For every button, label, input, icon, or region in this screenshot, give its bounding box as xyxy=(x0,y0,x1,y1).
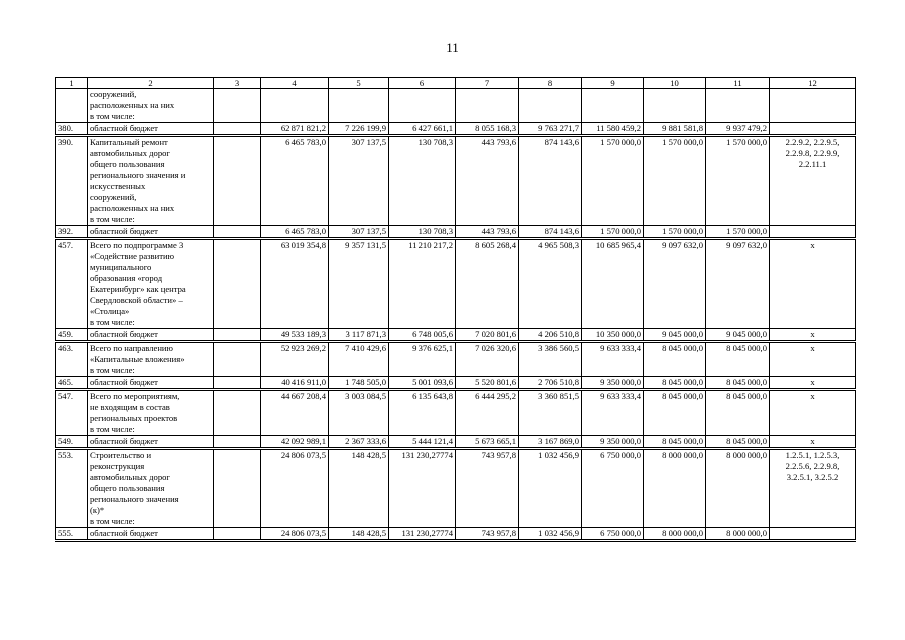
row-description xyxy=(88,123,214,136)
value-cell-c8: 4 206 510,8 xyxy=(519,329,582,342)
value-cell-c10: 8 045 000,0 xyxy=(644,390,706,436)
value-cell-c6: 130 708,3 xyxy=(389,226,456,239)
value-cell-c6: 5 001 093,6 xyxy=(389,377,456,390)
value-cell-c4: 24 806 073,5 xyxy=(261,528,329,541)
description-line: реконструкция xyxy=(90,461,145,471)
value-cell-c6: 6 135 643,8 xyxy=(389,390,456,436)
value-cell-c9: 6 750 000,0 xyxy=(582,449,644,528)
value-cell-c6: 11 210 217,2 xyxy=(389,239,456,329)
header-row xyxy=(56,78,856,89)
description-line: (к)* xyxy=(90,505,105,515)
table-row xyxy=(56,390,856,436)
value-cell-c9: 9 350 000,0 xyxy=(582,436,644,449)
value-cell-c3 xyxy=(214,390,261,436)
description-line: «Содействие развитию xyxy=(90,251,174,261)
value-cell-c9: 9 633 333,4 xyxy=(582,390,644,436)
header-cell-12: 12 xyxy=(770,78,856,89)
value-cell-c10: 1 570 000,0 xyxy=(644,136,706,226)
value-cell-c7: 743 957,8 xyxy=(456,449,519,528)
row-description xyxy=(88,390,214,436)
table-row xyxy=(56,436,856,449)
value-cell-c10: 1 570 000,0 xyxy=(644,226,706,239)
description-line: муниципального xyxy=(90,262,152,272)
description-line: в том числе: xyxy=(90,424,135,434)
row-number: 380. xyxy=(56,123,88,136)
reference-line: x xyxy=(810,329,815,339)
value-cell-c8: 1 032 456,9 xyxy=(519,528,582,541)
description-line: автомобильных дорог xyxy=(90,148,170,158)
reference-cell xyxy=(770,226,856,239)
reference-cell xyxy=(770,528,856,541)
value-cell-c10: 8 000 000,0 xyxy=(644,528,706,541)
value-cell-c5 xyxy=(329,89,389,123)
value-cell-c11: 9 097 632,0 xyxy=(706,239,770,329)
value-cell-c6: 6 427 661,1 xyxy=(389,123,456,136)
value-cell-c11: 9 937 479,2 xyxy=(706,123,770,136)
description-line: в том числе: xyxy=(90,111,135,121)
value-cell-c8: 9 763 271,7 xyxy=(519,123,582,136)
description-line: Капитальный ремонт xyxy=(90,137,168,147)
description-line: сооружений, xyxy=(90,89,137,99)
value-cell-c3 xyxy=(214,136,261,226)
description-line: Всего по направлению xyxy=(90,343,173,353)
row-number: 465. xyxy=(56,377,88,390)
value-cell-c4: 6 465 783,0 xyxy=(261,226,329,239)
reference-cell xyxy=(770,390,856,436)
table-row xyxy=(56,377,856,390)
value-cell-c9: 6 750 000,0 xyxy=(582,528,644,541)
reference-line: 2.2.9.8, 2.2.9.9, xyxy=(785,148,840,158)
value-cell-c11: 1 570 000,0 xyxy=(706,136,770,226)
value-cell-c3 xyxy=(214,436,261,449)
value-cell-c5: 7 226 199,9 xyxy=(329,123,389,136)
row-description xyxy=(88,528,214,541)
row-number: 555. xyxy=(56,528,88,541)
row-description xyxy=(88,377,214,390)
description-line: регионального значения и xyxy=(90,170,186,180)
value-cell-c4: 62 871 821,2 xyxy=(261,123,329,136)
reference-line: 1.2.5.1, 1.2.5.3, xyxy=(785,450,840,460)
description-line: «Капитальные вложения» xyxy=(90,354,185,364)
reference-cell xyxy=(770,136,856,226)
description-line: областной бюджет xyxy=(90,226,158,236)
description-line: искусственных xyxy=(90,181,146,191)
value-cell-c11: 1 570 000,0 xyxy=(706,226,770,239)
description-line: в том числе: xyxy=(90,317,135,327)
description-line: областной бюджет xyxy=(90,528,158,538)
table-row xyxy=(56,136,856,226)
value-cell-c9: 11 580 459,2 xyxy=(582,123,644,136)
header-cell-8: 8 xyxy=(519,78,582,89)
value-cell-c11: 8 000 000,0 xyxy=(706,528,770,541)
description-line: Всего по мероприятиям, xyxy=(90,391,180,401)
value-cell-c10: 8 045 000,0 xyxy=(644,342,706,377)
value-cell-c11: 8 045 000,0 xyxy=(706,436,770,449)
description-line: сооружений, xyxy=(90,192,137,202)
header-cell-1: 1 xyxy=(56,78,88,89)
reference-line: 2.2.11.1 xyxy=(798,159,827,169)
description-line: областной бюджет xyxy=(90,436,158,446)
description-line: расположенных на них xyxy=(90,203,175,213)
header-cell-11: 11 xyxy=(706,78,770,89)
description-line: образования «город xyxy=(90,273,163,283)
value-cell-c7: 8 605 268,4 xyxy=(456,239,519,329)
table-row xyxy=(56,226,856,239)
value-cell-c4: 44 667 208,4 xyxy=(261,390,329,436)
value-cell-c9: 9 633 333,4 xyxy=(582,342,644,377)
description-line: Свердловской области» – xyxy=(90,295,183,305)
value-cell-c11: 9 045 000,0 xyxy=(706,329,770,342)
value-cell-c4 xyxy=(261,89,329,123)
value-cell-c11: 8 045 000,0 xyxy=(706,377,770,390)
reference-line: x xyxy=(810,240,815,250)
reference-line: x xyxy=(810,343,815,353)
description-line: в том числе: xyxy=(90,516,135,526)
table-body xyxy=(56,78,856,541)
reference-line: 2.2.9.2, 2.2.9.5, xyxy=(785,137,840,147)
value-cell-c5: 3 003 084,5 xyxy=(329,390,389,436)
value-cell-c9: 10 685 965,4 xyxy=(582,239,644,329)
budget-table xyxy=(55,77,856,542)
description-line: региональных проектов xyxy=(90,413,178,423)
page-number: 11 xyxy=(446,40,459,55)
value-cell-c3 xyxy=(214,377,261,390)
value-cell-c4: 40 416 911,0 xyxy=(261,377,329,390)
reference-line: 2.2.5.6, 2.2.9.8, xyxy=(785,461,840,471)
description-line: регионального значения xyxy=(90,494,179,504)
table-row xyxy=(56,239,856,329)
value-cell-c10: 9 045 000,0 xyxy=(644,329,706,342)
value-cell-c5: 7 410 429,6 xyxy=(329,342,389,377)
value-cell-c5: 2 367 333,6 xyxy=(329,436,389,449)
value-cell-c7: 443 793,6 xyxy=(456,226,519,239)
header-cell-4: 4 xyxy=(261,78,329,89)
value-cell-c3 xyxy=(214,528,261,541)
description-line: общего пользования xyxy=(90,483,165,493)
reference-cell xyxy=(770,377,856,390)
row-description xyxy=(88,239,214,329)
row-description xyxy=(88,436,214,449)
value-cell-c7: 7 020 801,6 xyxy=(456,329,519,342)
header-cell-2: 2 xyxy=(88,78,214,89)
reference-cell xyxy=(770,436,856,449)
value-cell-c6: 6 748 005,6 xyxy=(389,329,456,342)
reference-line: x xyxy=(810,391,815,401)
header-cell-10: 10 xyxy=(644,78,706,89)
value-cell-c5: 1 748 505,0 xyxy=(329,377,389,390)
value-cell-c5: 3 117 871,3 xyxy=(329,329,389,342)
value-cell-c4: 49 533 189,3 xyxy=(261,329,329,342)
value-cell-c8: 874 143,6 xyxy=(519,226,582,239)
header-cell-9: 9 xyxy=(582,78,644,89)
value-cell-c7 xyxy=(456,89,519,123)
description-line: областной бюджет xyxy=(90,123,158,133)
table-row xyxy=(56,89,856,123)
row-number xyxy=(56,89,88,123)
description-line: областной бюджет xyxy=(90,377,158,387)
description-line: Всего по подпрограмме 3 xyxy=(90,240,184,250)
value-cell-c10: 9 881 581,8 xyxy=(644,123,706,136)
description-line: Строительство и xyxy=(90,450,152,460)
value-cell-c5: 307 137,5 xyxy=(329,226,389,239)
value-cell-c6 xyxy=(389,89,456,123)
value-cell-c4: 42 092 989,1 xyxy=(261,436,329,449)
value-cell-c10: 8 000 000,0 xyxy=(644,449,706,528)
value-cell-c9: 10 350 000,0 xyxy=(582,329,644,342)
description-line: в том числе: xyxy=(90,365,135,375)
value-cell-c8: 1 032 456,9 xyxy=(519,449,582,528)
value-cell-c7: 5 673 665,1 xyxy=(456,436,519,449)
value-cell-c6: 9 376 625,1 xyxy=(389,342,456,377)
value-cell-c3 xyxy=(214,342,261,377)
value-cell-c8: 3 386 560,5 xyxy=(519,342,582,377)
value-cell-c5: 148 428,5 xyxy=(329,528,389,541)
value-cell-c10 xyxy=(644,89,706,123)
value-cell-c7: 7 026 320,6 xyxy=(456,342,519,377)
reference-cell xyxy=(770,239,856,329)
value-cell-c3 xyxy=(214,329,261,342)
value-cell-c10: 8 045 000,0 xyxy=(644,377,706,390)
value-cell-c10: 9 097 632,0 xyxy=(644,239,706,329)
value-cell-c11: 8 045 000,0 xyxy=(706,342,770,377)
reference-cell xyxy=(770,89,856,123)
reference-cell xyxy=(770,123,856,136)
value-cell-c11 xyxy=(706,89,770,123)
header-cell-3: 3 xyxy=(214,78,261,89)
reference-line: x xyxy=(810,436,815,446)
table-row xyxy=(56,329,856,342)
table-row xyxy=(56,123,856,136)
description-line: в том числе: xyxy=(90,214,135,224)
header-cell-6: 6 xyxy=(389,78,456,89)
value-cell-c3 xyxy=(214,89,261,123)
row-description xyxy=(88,449,214,528)
value-cell-c3 xyxy=(214,226,261,239)
value-cell-c11: 8 045 000,0 xyxy=(706,390,770,436)
value-cell-c9 xyxy=(582,89,644,123)
value-cell-c8: 874 143,6 xyxy=(519,136,582,226)
value-cell-c7: 743 957,8 xyxy=(456,528,519,541)
value-cell-c4: 63 019 354,8 xyxy=(261,239,329,329)
value-cell-c9: 9 350 000,0 xyxy=(582,377,644,390)
row-description xyxy=(88,329,214,342)
value-cell-c8: 2 706 510,8 xyxy=(519,377,582,390)
value-cell-c6: 130 708,3 xyxy=(389,136,456,226)
value-cell-c11: 8 000 000,0 xyxy=(706,449,770,528)
description-line: не входящим в состав xyxy=(90,402,170,412)
row-description xyxy=(88,226,214,239)
row-description xyxy=(88,89,214,123)
table-row xyxy=(56,528,856,541)
value-cell-c5: 9 357 131,5 xyxy=(329,239,389,329)
description-line: областной бюджет xyxy=(90,329,158,339)
value-cell-c5: 307 137,5 xyxy=(329,136,389,226)
value-cell-c6: 131 230,27774 xyxy=(389,528,456,541)
reference-cell xyxy=(770,342,856,377)
value-cell-c3 xyxy=(214,449,261,528)
value-cell-c8 xyxy=(519,89,582,123)
row-number: 553. xyxy=(56,449,88,528)
value-cell-c7: 8 055 168,3 xyxy=(456,123,519,136)
reference-cell xyxy=(770,449,856,528)
description-line: автомобильных дорог xyxy=(90,472,170,482)
value-cell-c3 xyxy=(214,123,261,136)
value-cell-c8: 4 965 508,3 xyxy=(519,239,582,329)
header-cell-5: 5 xyxy=(329,78,389,89)
row-number: 549. xyxy=(56,436,88,449)
value-cell-c7: 443 793,6 xyxy=(456,136,519,226)
row-number: 457. xyxy=(56,239,88,329)
row-description xyxy=(88,342,214,377)
value-cell-c9: 1 570 000,0 xyxy=(582,226,644,239)
value-cell-c7: 5 520 801,6 xyxy=(456,377,519,390)
value-cell-c8: 3 167 869,0 xyxy=(519,436,582,449)
table-row xyxy=(56,449,856,528)
reference-line: x xyxy=(810,377,815,387)
reference-cell xyxy=(770,329,856,342)
description-line: общего пользования xyxy=(90,159,165,169)
row-description xyxy=(88,136,214,226)
header-cell-7: 7 xyxy=(456,78,519,89)
value-cell-c3 xyxy=(214,239,261,329)
row-number: 392. xyxy=(56,226,88,239)
table-row xyxy=(56,342,856,377)
value-cell-c10: 8 045 000,0 xyxy=(644,436,706,449)
value-cell-c4: 52 923 269,2 xyxy=(261,342,329,377)
value-cell-c4: 6 465 783,0 xyxy=(261,136,329,226)
value-cell-c8: 3 360 851,5 xyxy=(519,390,582,436)
value-cell-c7: 6 444 295,2 xyxy=(456,390,519,436)
value-cell-c9: 1 570 000,0 xyxy=(582,136,644,226)
row-number: 459. xyxy=(56,329,88,342)
description-line: расположенных на них xyxy=(90,100,175,110)
description-line: Екатеринбург» как центра xyxy=(90,284,186,294)
row-number: 390. xyxy=(56,136,88,226)
reference-line: 3.2.5.1, 3.2.5.2 xyxy=(786,472,839,482)
value-cell-c6: 131 230,27774 xyxy=(389,449,456,528)
value-cell-c6: 5 444 121,4 xyxy=(389,436,456,449)
value-cell-c4: 24 806 073,5 xyxy=(261,449,329,528)
row-number: 463. xyxy=(56,342,88,377)
description-line: «Столица» xyxy=(90,306,130,316)
row-number: 547. xyxy=(56,390,88,436)
value-cell-c5: 148 428,5 xyxy=(329,449,389,528)
